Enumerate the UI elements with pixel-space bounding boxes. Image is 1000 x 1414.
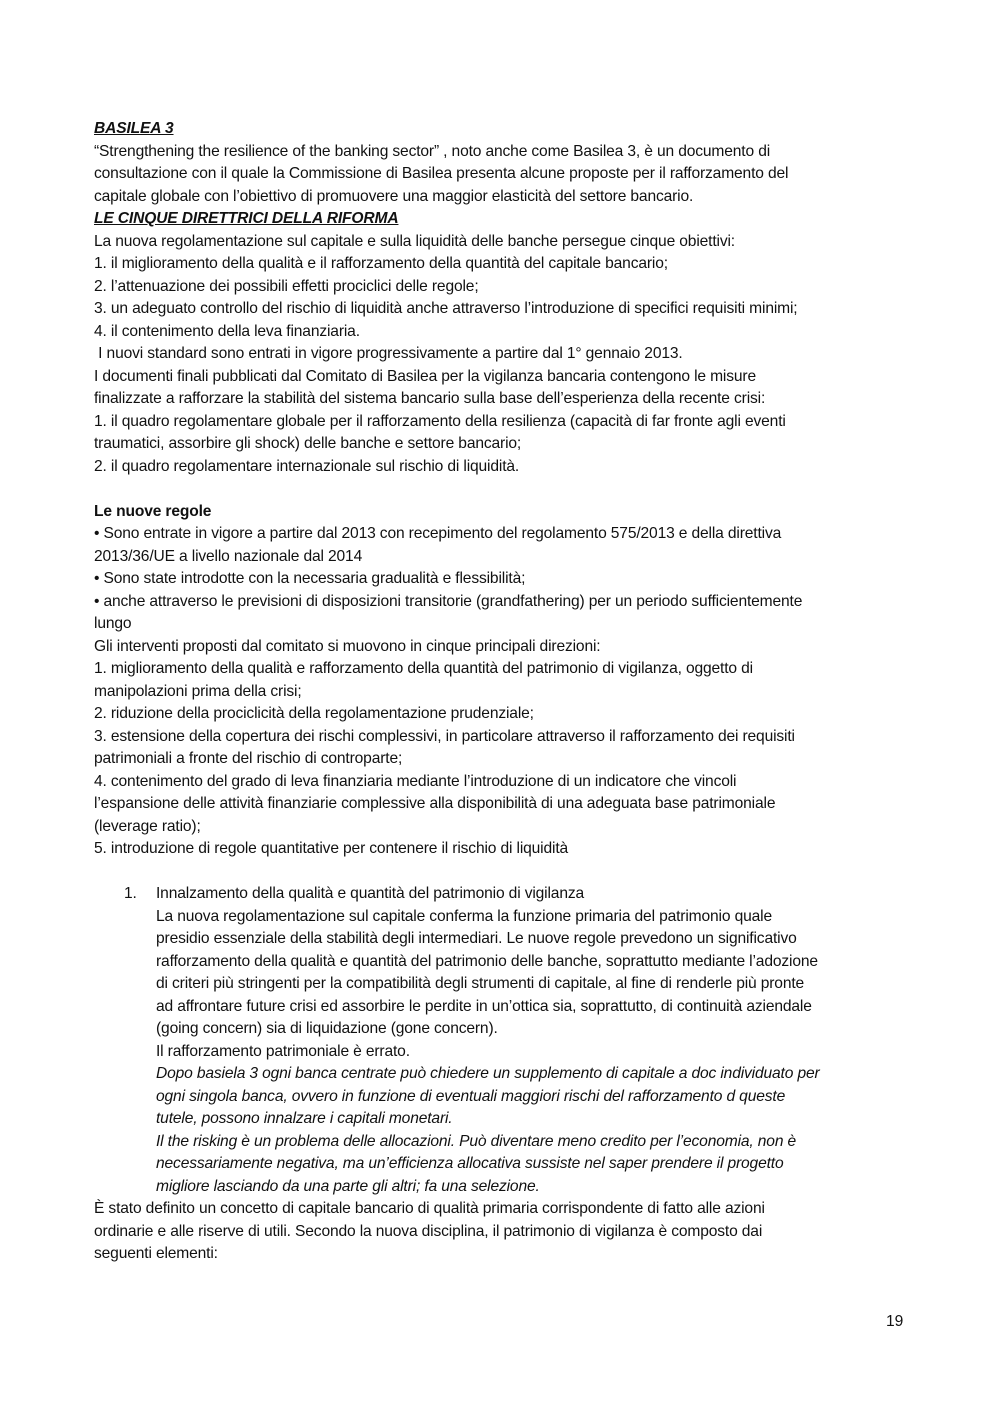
item-note-line: migliore lasciando da una parte gli altri; fa una selezione.	[156, 1177, 540, 1195]
section-title-nuove-regole: Le nuove regole	[94, 502, 212, 520]
paragraph-line: È stato definito un concetto di capitale bancario di qualità primaria corrispondente di fatto alle azioni	[94, 1200, 765, 1217]
item-line: La nuova regolamentazione sul capitale conferma la funzione primaria del patrimonio quale	[156, 907, 772, 925]
list-item: manipolazioni prima della crisi;	[94, 682, 302, 700]
list-item: 4. il contenimento della leva finanziaria.	[94, 322, 360, 340]
page-number: 19	[886, 1313, 904, 1330]
paragraph-line: finalizzate a rafforzare la stabilità del sistema bancario sulla base dell’esperienza della recente crisi:	[94, 390, 766, 407]
blank-line	[94, 861, 914, 884]
item-note-line: ogni singola banca, ovvero in funzione di eventuali maggiori rischi del rafforzamento d queste	[156, 1087, 786, 1105]
item-line: (going concern) sia di liquidazione (gone concern).	[156, 1020, 498, 1037]
paragraph-line: La nuova regolamentazione sul capitale e sulla liquidità delle banche persegue cinque obiettivi:	[94, 232, 735, 250]
list-item: (leverage ratio);	[94, 817, 201, 835]
list-item: 1. miglioramento della qualità e rafforzamento della quantità del patrimonio di vigilanza, oggetto di	[94, 660, 753, 677]
item-heading: Innalzamento della qualità e quantità del patrimonio di vigilanza	[156, 885, 585, 902]
paragraph-line: capitale globale con l’obiettivo di promuovere una maggior elasticità del settore bancario.	[94, 187, 694, 205]
section-title-basilea: BASILEA 3	[94, 120, 174, 137]
list-item: 3. un adeguato controllo del rischio di liquidità anche attraverso l’introduzione di specifici requisiti minimi;	[94, 300, 798, 317]
item-line: Il rafforzamento patrimoniale è errato.	[156, 1042, 410, 1060]
paragraph-line: ordinarie e alle riserve di utili. Secondo la nuova disciplina, il patrimonio di vigilanza è composto dai	[94, 1222, 763, 1240]
list-item: 1. il miglioramento della qualità e il rafforzamento della quantità del capitale bancario;	[94, 255, 668, 272]
item-note-line: necessariamente negativa, ma un’efficienza allocativa sussiste nel saper prendere il progetto	[156, 1155, 784, 1172]
numbered-item	[94, 883, 914, 1198]
bullet-item: • anche attraverso le previsioni di disposizioni transitorie (grandfathering) per un periodo sufficientemente	[94, 592, 803, 610]
bullet-item: • Sono state introdotte con la necessaria gradualità e flessibilità;	[94, 570, 526, 587]
list-item: 5. introduzione di regole quantitative per contenere il rischio di liquidità	[94, 840, 569, 857]
list-item: 2. l’attenuazione dei possibili effetti prociclici delle regole;	[94, 277, 479, 295]
item-line: rafforzamento della qualità e quantità del patrimonio delle banche, soprattutto mediante l’adozione	[156, 952, 818, 970]
list-item: traumatici, assorbire gli shock) delle banche e settore bancario;	[94, 435, 522, 452]
item-note-line: Dopo basiela 3 ogni banca centrate può chiedere un supplemento di capitale a doc individuato per	[156, 1065, 820, 1082]
document-body	[94, 118, 914, 1266]
item-note-line: Il the risking è un problema delle allocazioni. Può diventare meno credito per l’economia, non è	[156, 1132, 797, 1150]
list-item: 4. contenimento del grado di leva finanziaria mediante l’introduzione di un indicatore che vincoli	[94, 772, 737, 790]
list-item: 1. il quadro regolamentare globale per il rafforzamento della resilienza (capacità di far fronte agli eventi	[94, 412, 786, 430]
item-number: 1.	[124, 885, 137, 902]
item-line: di criteri più stringenti per la compatibilità degli strumenti di capitale, al fine di renderle più pronte	[156, 975, 805, 992]
bullet-item: • Sono entrate in vigore a partire dal 2013 con recepimento del regolamento 575/2013 e della direttiva	[94, 525, 782, 542]
list-item: 2. il quadro regolamentare internazionale sul rischio di liquidità.	[94, 457, 520, 475]
list-item: 3. estensione della copertura dei rischi complessivi, in particolare attraverso il rafforzamento dei requisiti	[94, 727, 795, 745]
bullet-item: lungo	[94, 615, 132, 632]
list-item: patrimoniali a fronte del rischio di controparte;	[94, 750, 403, 767]
item-note-line: tutele, possono innalzare i capitali monetari.	[156, 1110, 453, 1127]
paragraph-line: seguenti elementi:	[94, 1245, 218, 1262]
list-item: l’espansione delle attività finanziarie complessive alla disponibilità di una adeguata base patrimoniale	[94, 795, 776, 812]
paragraph-line: consultazione con il quale la Commissione di Basilea presenta alcune proposte per il rafforzamento del	[94, 165, 789, 182]
list-item: 2. riduzione della prociclicità della regolamentazione prudenziale;	[94, 705, 534, 722]
blank-line	[94, 478, 914, 501]
item-line: presidio essenziale della stabilità degli intermediari. Le nuove regole prevedono un significativo	[156, 930, 797, 947]
paragraph-line: I documenti finali pubblicati dal Comitato di Basilea per la vigilanza bancaria contengono le misure	[94, 367, 756, 385]
paragraph-line: Gli interventi proposti dal comitato si muovono in cinque principali direzioni:	[94, 637, 601, 655]
bullet-item: 2013/36/UE a livello nazionale dal 2014	[94, 547, 363, 565]
item-line: ad affrontare future crisi ed assorbire le perdite in un’ottica sia, soprattutto, di continuità aziendale	[156, 997, 812, 1015]
section-title-direttrici: LE CINQUE DIRETTRICI DELLA RIFORMA	[94, 210, 399, 227]
paragraph-line: “Strengthening the resilience of the banking sector” , noto anche come Basilea 3, è un documento di	[94, 142, 771, 160]
paragraph-line: I nuovi standard sono entrati in vigore progressivamente a partire dal 1° gennaio 2013.	[94, 345, 683, 362]
